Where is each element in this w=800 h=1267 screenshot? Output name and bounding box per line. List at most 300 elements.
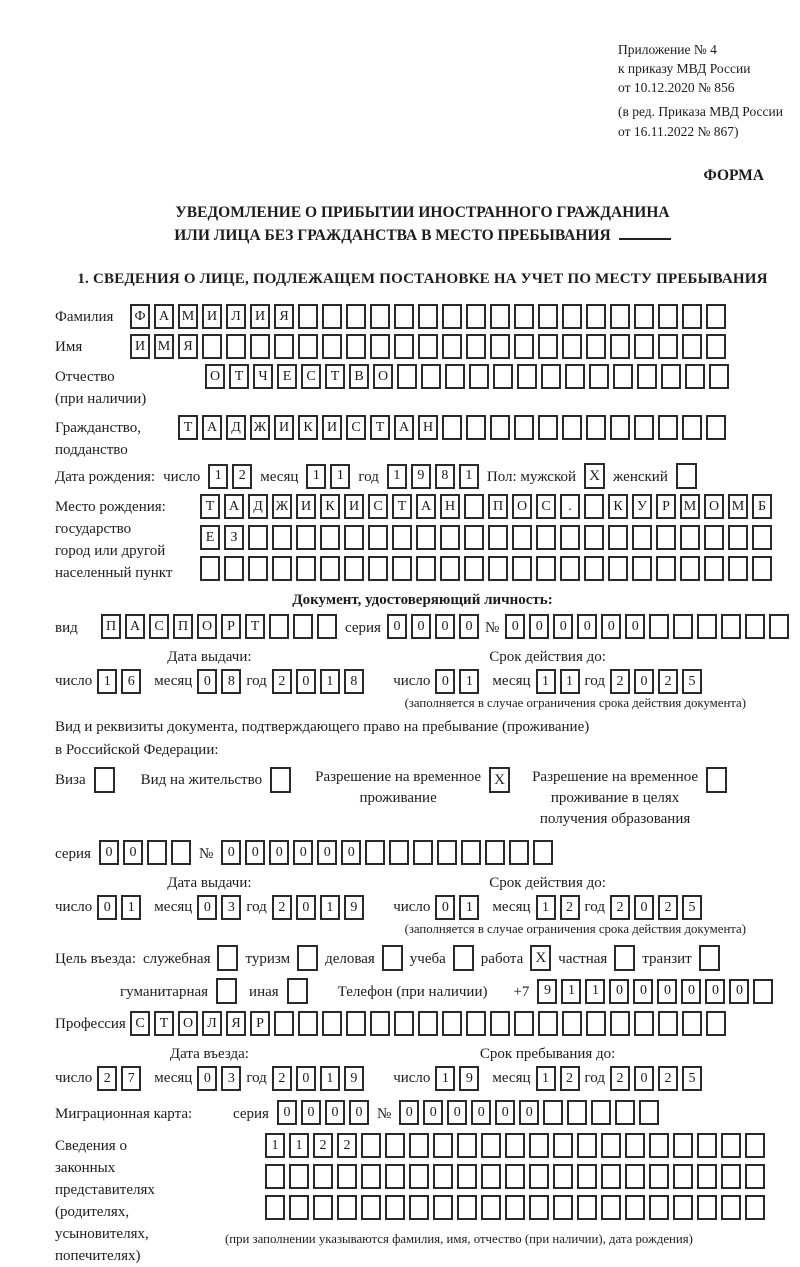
purpose-other-checkbox[interactable] <box>287 978 308 1004</box>
char-cell[interactable] <box>385 1133 405 1158</box>
char-cell[interactable]: П <box>101 614 121 639</box>
char-cell[interactable] <box>265 1164 285 1189</box>
char-cell[interactable]: 0 <box>435 895 455 920</box>
char-cell[interactable] <box>313 1195 333 1220</box>
purpose-business-checkbox[interactable] <box>382 945 403 971</box>
char-cell[interactable] <box>685 364 705 389</box>
char-cell[interactable]: М <box>178 304 198 329</box>
char-cell[interactable]: 1 <box>320 1066 340 1091</box>
char-cell[interactable]: Д <box>248 494 268 519</box>
char-cell[interactable] <box>673 1195 693 1220</box>
char-cell[interactable]: 0 <box>633 979 653 1004</box>
char-cell[interactable]: 0 <box>447 1100 467 1125</box>
char-cell[interactable] <box>610 304 630 329</box>
char-cell[interactable] <box>634 334 654 359</box>
char-cell[interactable]: 0 <box>245 840 265 865</box>
char-cell[interactable] <box>337 1195 357 1220</box>
char-cell[interactable] <box>445 364 465 389</box>
char-cell[interactable]: О <box>178 1011 198 1036</box>
char-cell[interactable] <box>298 1011 318 1036</box>
valid-year-cells[interactable] <box>610 669 702 694</box>
char-cell[interactable] <box>248 556 268 581</box>
char-cell[interactable]: 2 <box>272 1066 292 1091</box>
char-cell[interactable]: 2 <box>610 895 630 920</box>
char-cell[interactable]: . <box>560 494 580 519</box>
residence-issue-day-cells[interactable] <box>97 895 141 920</box>
char-cell[interactable] <box>706 304 726 329</box>
char-cell[interactable]: В <box>349 364 369 389</box>
char-cell[interactable]: 0 <box>399 1100 419 1125</box>
sex-male-checkbox[interactable]: X <box>584 463 605 489</box>
char-cell[interactable] <box>346 1011 366 1036</box>
char-cell[interactable] <box>709 364 729 389</box>
char-cell[interactable]: 0 <box>657 979 677 1004</box>
char-cell[interactable] <box>649 1164 669 1189</box>
char-cell[interactable] <box>272 525 292 550</box>
char-cell[interactable]: 8 <box>344 669 364 694</box>
char-cell[interactable] <box>505 1133 525 1158</box>
char-cell[interactable] <box>289 1195 309 1220</box>
char-cell[interactable]: 0 <box>123 840 143 865</box>
residence-series-cells[interactable] <box>99 840 191 865</box>
char-cell[interactable] <box>488 556 508 581</box>
char-cell[interactable] <box>469 364 489 389</box>
char-cell[interactable] <box>514 1011 534 1036</box>
char-cell[interactable] <box>625 1133 645 1158</box>
surname-cells[interactable] <box>130 304 726 329</box>
char-cell[interactable]: А <box>416 494 436 519</box>
char-cell[interactable] <box>466 415 486 440</box>
char-cell[interactable]: 8 <box>435 464 455 489</box>
char-cell[interactable] <box>509 840 529 865</box>
representatives-cells-row1[interactable] <box>265 1133 765 1158</box>
char-cell[interactable] <box>433 1195 453 1220</box>
char-cell[interactable]: Н <box>440 494 460 519</box>
char-cell[interactable]: 0 <box>325 1100 345 1125</box>
char-cell[interactable] <box>397 364 417 389</box>
char-cell[interactable] <box>706 415 726 440</box>
char-cell[interactable] <box>682 334 702 359</box>
char-cell[interactable]: 0 <box>349 1100 369 1125</box>
char-cell[interactable] <box>610 334 630 359</box>
char-cell[interactable]: 0 <box>197 895 217 920</box>
char-cell[interactable] <box>608 525 628 550</box>
char-cell[interactable]: 0 <box>97 895 117 920</box>
char-cell[interactable]: 0 <box>221 840 241 865</box>
char-cell[interactable]: О <box>373 364 393 389</box>
char-cell[interactable] <box>433 1164 453 1189</box>
char-cell[interactable]: 2 <box>272 669 292 694</box>
char-cell[interactable]: 1 <box>265 1133 285 1158</box>
char-cell[interactable]: 2 <box>658 1066 678 1091</box>
char-cell[interactable]: Т <box>154 1011 174 1036</box>
char-cell[interactable] <box>274 1011 294 1036</box>
char-cell[interactable]: 3 <box>221 1066 241 1091</box>
char-cell[interactable] <box>586 1011 606 1036</box>
char-cell[interactable] <box>147 840 167 865</box>
char-cell[interactable]: 1 <box>289 1133 309 1158</box>
char-cell[interactable]: Б <box>752 494 772 519</box>
char-cell[interactable]: Т <box>200 494 220 519</box>
firstname-cells[interactable] <box>130 334 726 359</box>
char-cell[interactable] <box>442 415 462 440</box>
char-cell[interactable] <box>728 556 748 581</box>
char-cell[interactable] <box>322 1011 342 1036</box>
char-cell[interactable] <box>361 1133 381 1158</box>
migration-number-cells[interactable] <box>399 1100 659 1125</box>
char-cell[interactable]: И <box>274 415 294 440</box>
char-cell[interactable] <box>591 1100 611 1125</box>
char-cell[interactable] <box>745 1133 765 1158</box>
char-cell[interactable]: 9 <box>411 464 431 489</box>
doc-series-cells[interactable] <box>387 614 479 639</box>
char-cell[interactable]: 0 <box>317 840 337 865</box>
valid-month-cells[interactable] <box>536 669 580 694</box>
char-cell[interactable] <box>565 364 585 389</box>
doc-type-cells[interactable] <box>101 614 337 639</box>
char-cell[interactable] <box>512 525 532 550</box>
char-cell[interactable]: 1 <box>536 1066 556 1091</box>
char-cell[interactable] <box>728 525 748 550</box>
char-cell[interactable] <box>601 1195 621 1220</box>
char-cell[interactable] <box>514 415 534 440</box>
char-cell[interactable] <box>337 1164 357 1189</box>
purpose-official-checkbox[interactable] <box>217 945 238 971</box>
char-cell[interactable] <box>658 415 678 440</box>
char-cell[interactable] <box>368 556 388 581</box>
char-cell[interactable]: 1 <box>536 669 556 694</box>
char-cell[interactable]: 8 <box>221 669 241 694</box>
char-cell[interactable]: 0 <box>553 614 573 639</box>
char-cell[interactable]: К <box>608 494 628 519</box>
char-cell[interactable]: Т <box>245 614 265 639</box>
char-cell[interactable] <box>265 1195 285 1220</box>
char-cell[interactable] <box>409 1195 429 1220</box>
char-cell[interactable]: О <box>512 494 532 519</box>
char-cell[interactable] <box>409 1133 429 1158</box>
char-cell[interactable]: И <box>250 304 270 329</box>
char-cell[interactable]: 2 <box>560 895 580 920</box>
char-cell[interactable]: 2 <box>658 669 678 694</box>
char-cell[interactable] <box>562 415 582 440</box>
char-cell[interactable] <box>769 614 789 639</box>
char-cell[interactable]: 0 <box>301 1100 321 1125</box>
entry-month-cells[interactable] <box>197 1066 241 1091</box>
char-cell[interactable] <box>457 1133 477 1158</box>
char-cell[interactable] <box>466 334 486 359</box>
char-cell[interactable]: 0 <box>519 1100 539 1125</box>
char-cell[interactable]: 0 <box>634 895 654 920</box>
char-cell[interactable] <box>224 556 244 581</box>
char-cell[interactable] <box>682 415 702 440</box>
char-cell[interactable]: 0 <box>471 1100 491 1125</box>
char-cell[interactable]: 0 <box>296 669 316 694</box>
char-cell[interactable] <box>490 1011 510 1036</box>
char-cell[interactable]: С <box>130 1011 150 1036</box>
char-cell[interactable] <box>625 1164 645 1189</box>
char-cell[interactable]: 0 <box>293 840 313 865</box>
birth-year-cells[interactable] <box>387 464 479 489</box>
char-cell[interactable] <box>586 415 606 440</box>
char-cell[interactable]: А <box>202 415 222 440</box>
char-cell[interactable] <box>704 556 724 581</box>
char-cell[interactable] <box>536 525 556 550</box>
char-cell[interactable] <box>461 840 481 865</box>
char-cell[interactable] <box>697 614 717 639</box>
char-cell[interactable] <box>226 334 246 359</box>
char-cell[interactable]: 0 <box>269 840 289 865</box>
char-cell[interactable] <box>610 1011 630 1036</box>
char-cell[interactable] <box>485 840 505 865</box>
char-cell[interactable]: 0 <box>601 614 621 639</box>
char-cell[interactable]: 0 <box>99 840 119 865</box>
char-cell[interactable]: П <box>173 614 193 639</box>
char-cell[interactable]: 1 <box>459 895 479 920</box>
char-cell[interactable] <box>658 304 678 329</box>
char-cell[interactable] <box>481 1195 501 1220</box>
char-cell[interactable] <box>632 556 652 581</box>
char-cell[interactable] <box>490 304 510 329</box>
stay-year-cells[interactable] <box>610 1066 702 1091</box>
char-cell[interactable] <box>649 614 669 639</box>
char-cell[interactable] <box>553 1164 573 1189</box>
char-cell[interactable]: 2 <box>97 1066 117 1091</box>
char-cell[interactable]: 0 <box>296 895 316 920</box>
char-cell[interactable]: 1 <box>560 669 580 694</box>
char-cell[interactable]: И <box>322 415 342 440</box>
char-cell[interactable] <box>533 840 553 865</box>
char-cell[interactable] <box>413 840 433 865</box>
char-cell[interactable]: 2 <box>658 895 678 920</box>
char-cell[interactable]: С <box>536 494 556 519</box>
char-cell[interactable] <box>517 364 537 389</box>
char-cell[interactable]: 9 <box>344 895 364 920</box>
char-cell[interactable] <box>706 1011 726 1036</box>
birthplace-cells-row1[interactable] <box>200 494 772 519</box>
char-cell[interactable] <box>418 334 438 359</box>
char-cell[interactable] <box>637 364 657 389</box>
char-cell[interactable] <box>536 556 556 581</box>
char-cell[interactable]: Л <box>202 1011 222 1036</box>
char-cell[interactable] <box>442 1011 462 1036</box>
char-cell[interactable]: 2 <box>337 1133 357 1158</box>
char-cell[interactable]: 0 <box>197 669 217 694</box>
char-cell[interactable]: П <box>488 494 508 519</box>
char-cell[interactable] <box>553 1195 573 1220</box>
char-cell[interactable] <box>577 1164 597 1189</box>
char-cell[interactable]: 0 <box>529 614 549 639</box>
char-cell[interactable]: Р <box>656 494 676 519</box>
char-cell[interactable]: 1 <box>121 895 141 920</box>
char-cell[interactable]: 0 <box>341 840 361 865</box>
char-cell[interactable]: 1 <box>459 464 479 489</box>
char-cell[interactable] <box>313 1164 333 1189</box>
char-cell[interactable] <box>752 556 772 581</box>
char-cell[interactable] <box>368 525 388 550</box>
char-cell[interactable]: Е <box>200 525 220 550</box>
char-cell[interactable] <box>658 1011 678 1036</box>
char-cell[interactable] <box>586 304 606 329</box>
char-cell[interactable] <box>346 334 366 359</box>
char-cell[interactable]: 5 <box>682 669 702 694</box>
char-cell[interactable]: Я <box>178 334 198 359</box>
migration-series-cells[interactable] <box>277 1100 369 1125</box>
purpose-study-checkbox[interactable] <box>453 945 474 971</box>
char-cell[interactable]: Ж <box>272 494 292 519</box>
char-cell[interactable] <box>562 334 582 359</box>
stay-month-cells[interactable] <box>536 1066 580 1091</box>
char-cell[interactable] <box>200 556 220 581</box>
char-cell[interactable] <box>457 1195 477 1220</box>
residence-valid-year-cells[interactable] <box>610 895 702 920</box>
char-cell[interactable]: У <box>632 494 652 519</box>
char-cell[interactable]: 5 <box>682 895 702 920</box>
char-cell[interactable]: О <box>704 494 724 519</box>
issue-year-cells[interactable] <box>272 669 364 694</box>
char-cell[interactable]: Р <box>250 1011 270 1036</box>
birth-month-cells[interactable] <box>306 464 350 489</box>
char-cell[interactable] <box>634 415 654 440</box>
char-cell[interactable] <box>639 1100 659 1125</box>
char-cell[interactable] <box>466 304 486 329</box>
char-cell[interactable]: 9 <box>537 979 557 1004</box>
residence-permit-checkbox[interactable] <box>270 767 291 793</box>
char-cell[interactable]: 0 <box>634 1066 654 1091</box>
residence-issue-year-cells[interactable] <box>272 895 364 920</box>
char-cell[interactable]: К <box>320 494 340 519</box>
char-cell[interactable] <box>543 1100 563 1125</box>
char-cell[interactable]: 0 <box>505 614 525 639</box>
char-cell[interactable]: 0 <box>296 1066 316 1091</box>
char-cell[interactable]: Ж <box>250 415 270 440</box>
char-cell[interactable]: Д <box>226 415 246 440</box>
char-cell[interactable] <box>697 1195 717 1220</box>
char-cell[interactable]: 1 <box>435 1066 455 1091</box>
char-cell[interactable]: 2 <box>272 895 292 920</box>
char-cell[interactable] <box>457 1164 477 1189</box>
char-cell[interactable]: И <box>296 494 316 519</box>
representatives-cells-row3[interactable] <box>265 1195 765 1220</box>
stay-day-cells[interactable] <box>435 1066 479 1091</box>
char-cell[interactable] <box>529 1133 549 1158</box>
patronymic-cells[interactable] <box>205 364 729 389</box>
char-cell[interactable] <box>370 1011 390 1036</box>
char-cell[interactable] <box>586 334 606 359</box>
char-cell[interactable] <box>529 1164 549 1189</box>
char-cell[interactable] <box>385 1164 405 1189</box>
char-cell[interactable]: 0 <box>423 1100 443 1125</box>
char-cell[interactable]: М <box>680 494 700 519</box>
char-cell[interactable] <box>440 525 460 550</box>
char-cell[interactable] <box>656 525 676 550</box>
char-cell[interactable]: З <box>224 525 244 550</box>
char-cell[interactable]: 2 <box>610 1066 630 1091</box>
char-cell[interactable] <box>269 614 289 639</box>
char-cell[interactable] <box>409 1164 429 1189</box>
char-cell[interactable]: 1 <box>459 669 479 694</box>
char-cell[interactable]: 2 <box>313 1133 333 1158</box>
char-cell[interactable]: И <box>130 334 150 359</box>
char-cell[interactable]: 3 <box>221 895 241 920</box>
char-cell[interactable] <box>418 1011 438 1036</box>
char-cell[interactable] <box>553 1133 573 1158</box>
char-cell[interactable] <box>538 1011 558 1036</box>
char-cell[interactable] <box>493 364 513 389</box>
char-cell[interactable]: 0 <box>729 979 749 1004</box>
char-cell[interactable] <box>385 1195 405 1220</box>
char-cell[interactable] <box>514 334 534 359</box>
char-cell[interactable]: И <box>202 304 222 329</box>
char-cell[interactable] <box>394 334 414 359</box>
residence-issue-month-cells[interactable] <box>197 895 241 920</box>
char-cell[interactable] <box>418 304 438 329</box>
valid-day-cells[interactable] <box>435 669 479 694</box>
char-cell[interactable] <box>202 334 222 359</box>
char-cell[interactable]: 0 <box>625 614 645 639</box>
purpose-work-checkbox[interactable]: X <box>530 945 551 971</box>
char-cell[interactable] <box>601 1164 621 1189</box>
char-cell[interactable] <box>745 1164 765 1189</box>
char-cell[interactable] <box>584 494 604 519</box>
char-cell[interactable] <box>680 525 700 550</box>
char-cell[interactable] <box>615 1100 635 1125</box>
char-cell[interactable]: О <box>205 364 225 389</box>
char-cell[interactable]: М <box>154 334 174 359</box>
char-cell[interactable] <box>562 304 582 329</box>
char-cell[interactable] <box>392 525 412 550</box>
char-cell[interactable]: Т <box>178 415 198 440</box>
char-cell[interactable]: А <box>224 494 244 519</box>
char-cell[interactable]: 1 <box>330 464 350 489</box>
issue-month-cells[interactable] <box>197 669 241 694</box>
char-cell[interactable] <box>697 1164 717 1189</box>
char-cell[interactable]: А <box>125 614 145 639</box>
char-cell[interactable] <box>632 525 652 550</box>
char-cell[interactable]: 1 <box>320 895 340 920</box>
char-cell[interactable]: 7 <box>121 1066 141 1091</box>
char-cell[interactable]: 1 <box>97 669 117 694</box>
char-cell[interactable] <box>344 556 364 581</box>
char-cell[interactable]: А <box>154 304 174 329</box>
char-cell[interactable] <box>392 556 412 581</box>
char-cell[interactable] <box>298 334 318 359</box>
char-cell[interactable] <box>704 525 724 550</box>
char-cell[interactable]: 1 <box>320 669 340 694</box>
char-cell[interactable]: 2 <box>560 1066 580 1091</box>
char-cell[interactable] <box>481 1133 501 1158</box>
char-cell[interactable] <box>589 364 609 389</box>
char-cell[interactable] <box>394 1011 414 1036</box>
char-cell[interactable]: 0 <box>681 979 701 1004</box>
char-cell[interactable] <box>649 1195 669 1220</box>
char-cell[interactable] <box>514 304 534 329</box>
citizenship-cells[interactable] <box>178 415 726 440</box>
char-cell[interactable] <box>389 840 409 865</box>
char-cell[interactable] <box>613 364 633 389</box>
char-cell[interactable] <box>661 364 681 389</box>
char-cell[interactable] <box>466 1011 486 1036</box>
char-cell[interactable] <box>346 304 366 329</box>
char-cell[interactable] <box>322 304 342 329</box>
char-cell[interactable] <box>721 1195 741 1220</box>
char-cell[interactable] <box>248 525 268 550</box>
char-cell[interactable]: К <box>298 415 318 440</box>
birth-day-cells[interactable] <box>208 464 252 489</box>
char-cell[interactable] <box>298 304 318 329</box>
sex-female-checkbox[interactable] <box>676 463 697 489</box>
entry-day-cells[interactable] <box>97 1066 141 1091</box>
char-cell[interactable] <box>680 556 700 581</box>
